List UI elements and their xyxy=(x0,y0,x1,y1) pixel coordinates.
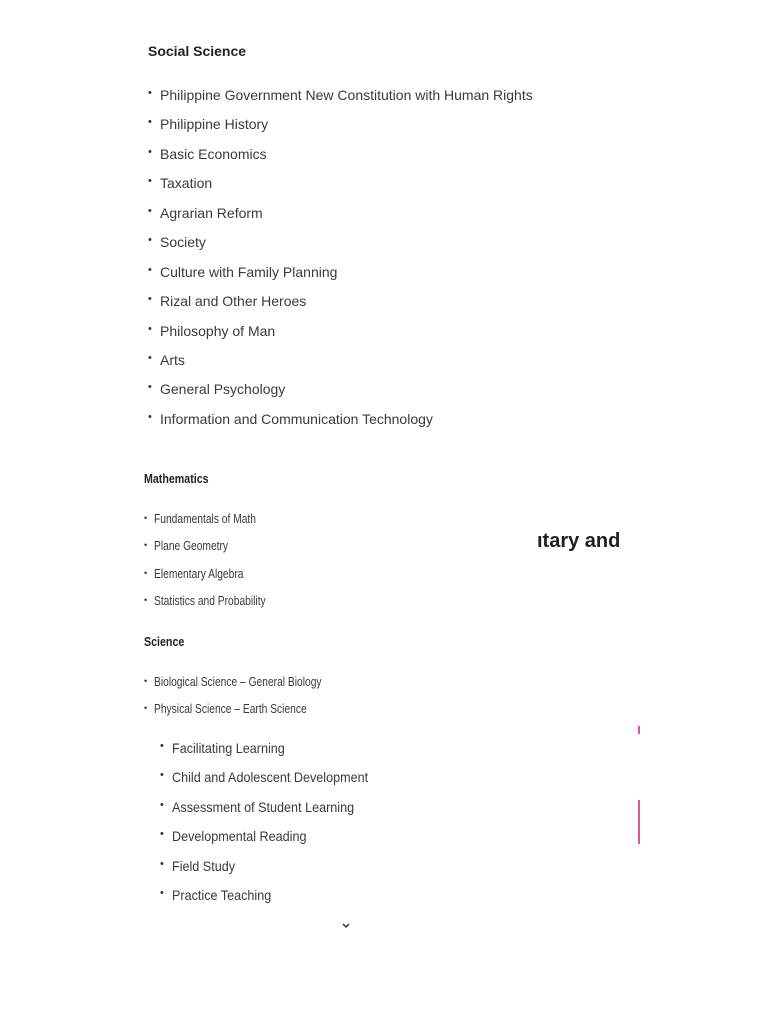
bullet: • xyxy=(160,887,164,900)
bullet: • xyxy=(148,175,152,188)
list-item-text: Biological Science – General Biology xyxy=(154,675,322,689)
list-item-text: Philosophy of Man xyxy=(160,322,276,339)
bullet: • xyxy=(144,513,148,523)
list-item-text: Child and Adolescent Development xyxy=(172,769,369,786)
list-item-text: Basic Economics xyxy=(160,145,267,162)
list-item-text: Plane Geometry xyxy=(154,539,229,554)
bullet: • xyxy=(144,540,148,551)
accent-mark xyxy=(638,726,640,734)
bullet: • xyxy=(148,351,152,364)
bullet: • xyxy=(148,116,152,129)
bullet: • xyxy=(148,410,152,423)
accent-bar xyxy=(638,800,640,844)
bullet: • xyxy=(160,828,164,841)
bullet: • xyxy=(160,769,164,782)
list-item-text: Taxation xyxy=(160,175,213,192)
science-heading: Science xyxy=(144,634,185,649)
list-item-text: Fundamentals of Math xyxy=(154,512,256,526)
bullet: • xyxy=(144,567,148,578)
list-item-text: Physical Science – Earth Science xyxy=(154,702,307,717)
list-item-text: Elementary Algebra xyxy=(154,566,244,581)
bullet: • xyxy=(148,234,152,247)
bullet: • xyxy=(160,798,164,811)
list-item-text: Arts xyxy=(160,351,185,368)
chevron-down-icon[interactable] xyxy=(341,922,351,930)
bullet: • xyxy=(148,204,152,217)
list-item-text: Philippine History xyxy=(160,116,269,133)
mathematics-heading: Mathematics xyxy=(144,471,209,486)
list-item-text: Practice Teaching xyxy=(172,887,272,904)
list-item-text: Statistics and Probability xyxy=(154,594,266,609)
list-item-text: Information and Communication Technology xyxy=(160,410,433,427)
list-item-text: General Psychology xyxy=(160,381,286,398)
list-item-text: Facilitating Learning xyxy=(172,740,285,756)
list-item-text: Field Study xyxy=(172,857,236,874)
bullet: • xyxy=(144,595,148,606)
bullet: • xyxy=(144,676,148,686)
bullet: • xyxy=(148,87,152,99)
list-item-text: Philippine Government New Constitution with Human Rights xyxy=(160,87,533,103)
bullet: • xyxy=(148,293,152,306)
bullet: • xyxy=(148,322,152,335)
partial-heading-fragment: ıtary and xyxy=(537,530,621,552)
bullet: • xyxy=(148,381,152,394)
list-item-text: Assessment of Student Learning xyxy=(172,798,355,815)
bullet: • xyxy=(148,263,152,276)
bullet: • xyxy=(160,857,164,870)
list-item-text: Culture with Family Planning xyxy=(160,263,338,280)
bullet: • xyxy=(144,703,148,714)
list-item-text: Agrarian Reform xyxy=(160,204,263,221)
list-item-text: Society xyxy=(160,234,206,251)
social-science-heading: Social Science xyxy=(148,43,247,59)
bullet: • xyxy=(160,740,164,752)
list-item-text: Developmental Reading xyxy=(172,828,307,845)
list-item-text: Rizal and Other Heroes xyxy=(160,293,307,310)
bullet: • xyxy=(148,145,152,158)
